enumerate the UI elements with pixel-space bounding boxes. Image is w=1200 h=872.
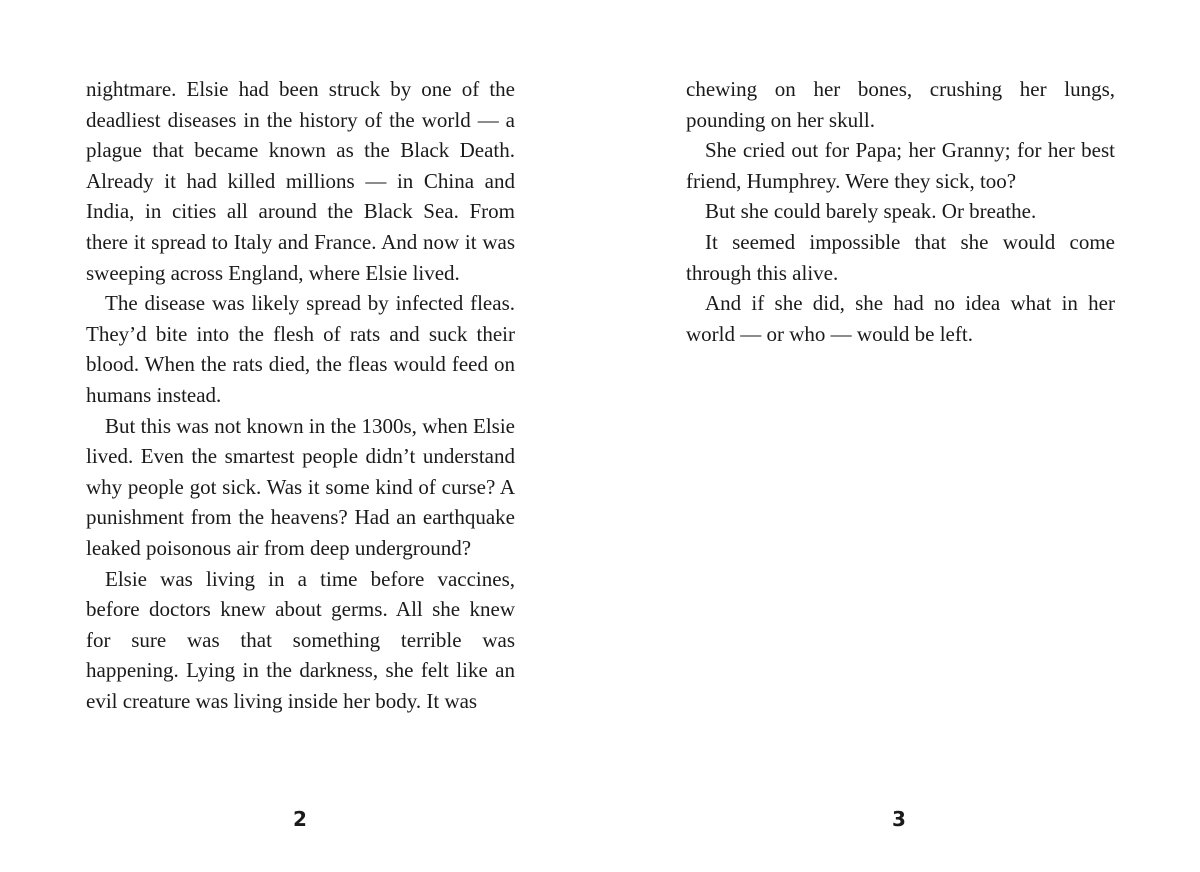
paragraph: And if she did, she had no idea what in her world — or who — would be left. <box>686 291 1115 346</box>
paragraph: But this was not known in the 1300s, when Elsie lived. Even the smartest people didn’t understand why people got sick. Was it some kind of curse? A punishment from the heavens? Had an earthquake leaked poisonous air from deep underground? <box>86 413 515 560</box>
paragraph: nightmare. Elsie had been struck by one of the deadliest diseases in the history of the world — a plague that became known as the Black Death. Already it had killed millions — in China and India, in cities all around the Black Sea. From there it spread to Italy and France. And now it was sweeping across England, where Elsie lived. <box>86 77 515 285</box>
page-number: 2 <box>293 807 307 831</box>
left-page-text <box>86 74 515 716</box>
paragraph: The disease was likely spread by infected fleas. They’d bite into the flesh of rats and suck their blood. When the rats died, the fleas would feed on humans instead. <box>86 291 515 407</box>
paragraph: chewing on her bones, crushing her lungs, pounding on her skull. <box>686 77 1115 132</box>
paragraph: But she could barely speak. Or breathe. <box>705 199 1037 224</box>
paragraph: Elsie was living in a time before vaccines, before doctors knew about germs. All she knew for sure was that something terrible was happening. Lying in the darkness, she felt like an evil creature was living inside her body. It was <box>86 566 515 713</box>
page-number: 3 <box>892 807 906 831</box>
right-page <box>600 0 1200 872</box>
paragraph: It seemed impossible that she would come through this alive. <box>686 229 1115 285</box>
right-page-text <box>686 74 1115 349</box>
paragraph: She cried out for Papa; her Granny; for her best friend, Humphrey. Were they sick, too? <box>686 138 1115 193</box>
